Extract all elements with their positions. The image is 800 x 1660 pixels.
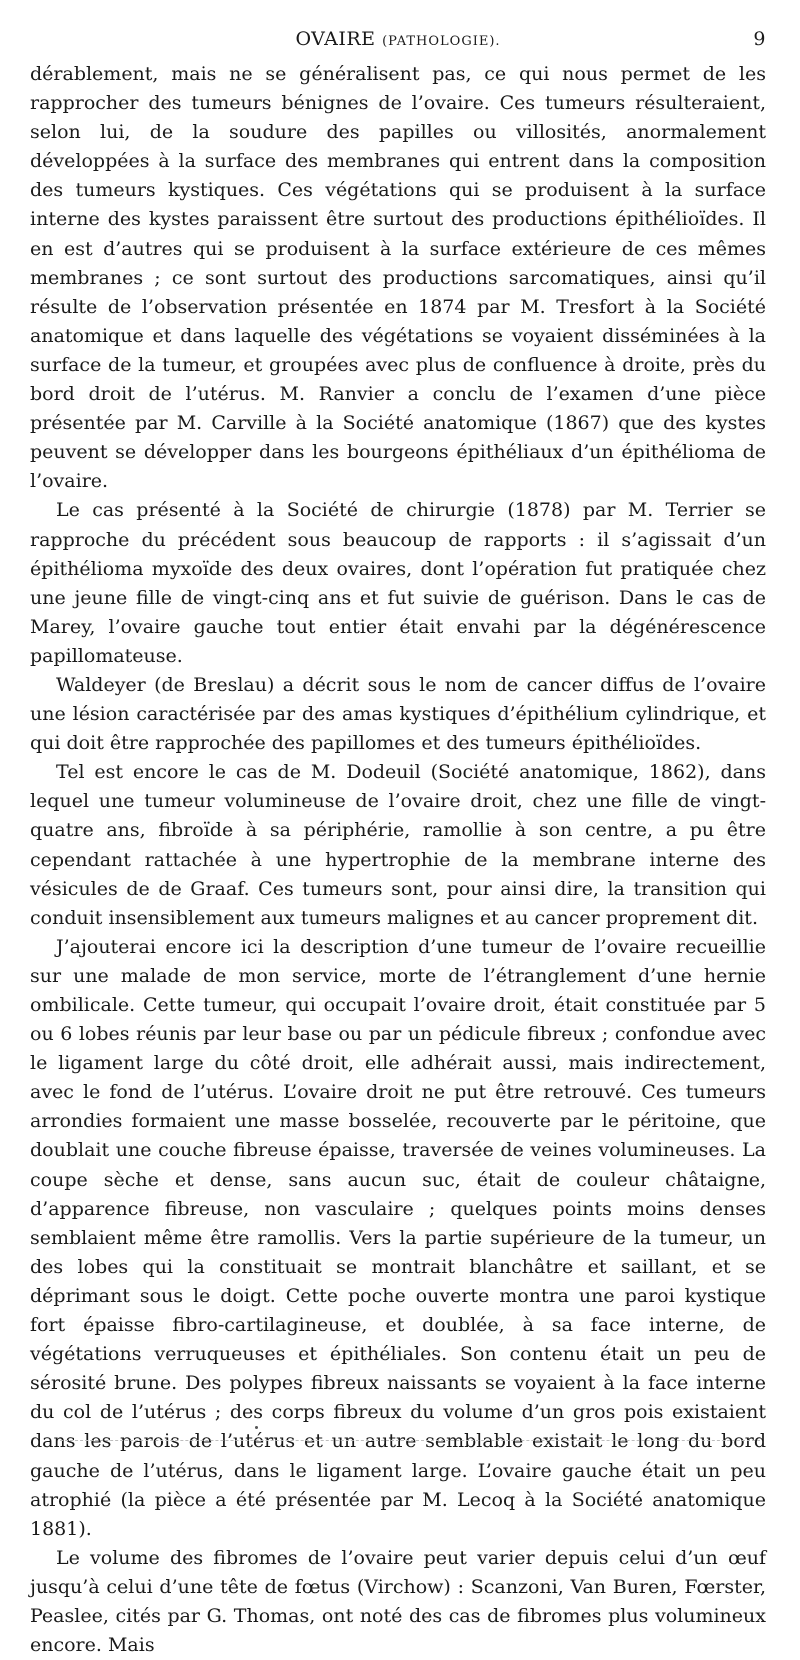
running-title [30,28,766,50]
running-title-main: OVAIRE [295,28,376,50]
paragraph-5: J’ajouterai encore ici la description d’une tumeur de l’ovaire recueillie sur une malade de mon service, morte de l’étranglement d’une hernie ombilicale. Cette tumeur, qui occupait l’ovaire droit, était constituée par 5 ou 6 lobes réunis par leur base ou par un pédicule fibreux ; confondue avec le ligament large du côté droit, elle adhérait aussi, mais indirectement, avec le fond de l’utérus. L’ovaire droit ne put être retrouvé. Ces tumeurs arrondies formaient une masse bosselée, recouverte par le péritoine, que doublait une couche fibreuse épaisse, traversée de veines volumineuses. La coupe sèche et dense, sans aucun suc, était de couleur châtaigne, d’apparence fibreuse, non vasculaire ; quelques points moins denses semblaient même être ramollis. Vers la partie supérieure de la tumeur, un des lobes qui la constituait se montrait blanchâtre et saillant, et se déprimant sous le doigt. Cette poche ouverte montra une paroi kystique fort épaisse fibro-cartilagineuse, et doublée, à sa face interne, de végétations verruqueuses et épithéliales. Son contenu était un peu de sérosité brune. Des polypes fibreux naissants se voyaient à la face interne du col de l’utérus ; des corps fibreux du volume d’un gros pois existaient dans les parois de l’utérus et un autre semblable existait le long du bord gauche de l’utérus, dans le ligament large. L’ovaire gauche était un peu atrophié (la pièce a été présentée par M. Lecoq à la Société anatomique 1881). [30,935,766,1540]
paragraph-3: Waldeyer (de Breslau) a décrit sous le nom de cancer diffus de l’ovaire une lésion caractérisée par des amas kystiques d’épithélium cylindrique, et qui doit être rapprochée des papillomes et des tumeurs épithélioïdes. [30,673,766,755]
page-bottom-marks [60,1440,760,1447]
print-speck [255,1426,258,1429]
paragraph-4: Tel est encore le cas de M. Dodeuil (Société anatomique, 1862), dans lequel une tumeur volumineuse de l’ovaire droit, chez une fille de vingt-quatre ans, fibroïde à sa périphérie, ramollie à son centre, a pu être cependant rattachée à une hypertrophie de la membrane interne des vésicules de de Graaf. Ces tumeurs sont, pour ainsi dire, la transition qui conduit insensiblement aux tumeurs malignes et au cancer proprement dit. [30,761,766,929]
body-text [30,60,766,1660]
page-number: 9 [753,28,766,50]
running-title-subtitle: (PATHOLOGIE). [382,34,501,49]
paragraph-2: Le cas présenté à la Société de chirurgie (1878) par M. Terrier se rapproche du précédent sous beaucoup de rapports : il s’agissait d’un épithélioma myxoïde des deux ovaires, dont l’opération fut pratiquée chez une jeune fille de vingt-cinq ans et fut suivie de guérison. Dans le cas de Marey, l’ovaire gauche tout entier était envahi par la dégénérescence papillomateuse. [30,499,766,667]
paragraph-6: Le volume des fibromes de l’ovaire peut varier depuis celui d’un œuf jusqu’à celui d’une tête de fœtus (Virchow) : Scanzoni, Van Buren, Fœrster, Peaslee, cités par G. Thomas, ont noté des cas de fibromes plus volumineux encore. Mais [30,1546,766,1657]
paragraph-1: dérablement, mais ne se généralisent pas, ce qui nous permet de les rapprocher des tumeurs bénignes de l’ovaire. Ces tumeurs résulteraient, selon lui, de la soudure des papilles ou villosités, anormalement développées à la surface des membranes qui entrent dans la composition des tumeurs kystiques. Ces végétations qui se produisent à la surface interne des kystes paraissent être surtout des productions épithélioïdes. Il en est d’autres qui se produisent à la surface extérieure de ces mêmes membranes ; ce sont surtout des productions sarcomatiques, ainsi qu’il résulte de l’observation présentée en 1874 par M. Tresfort à la Société anatomique et dans laquelle des végétations se voyaient disséminées à la surface de la tumeur, et groupées avec plus de confluence à droite, près du bord droit de l’utérus. M. Ranvier a conclu de l’examen d’une pièce présentée par M. Carville à la Société anatomique (1867) que des kystes peuvent se développer dans les bourgeons épithéliaux d’un épithélioma de l’ovaire. [30,63,766,493]
page-header [30,22,766,60]
document-page [30,22,766,1660]
